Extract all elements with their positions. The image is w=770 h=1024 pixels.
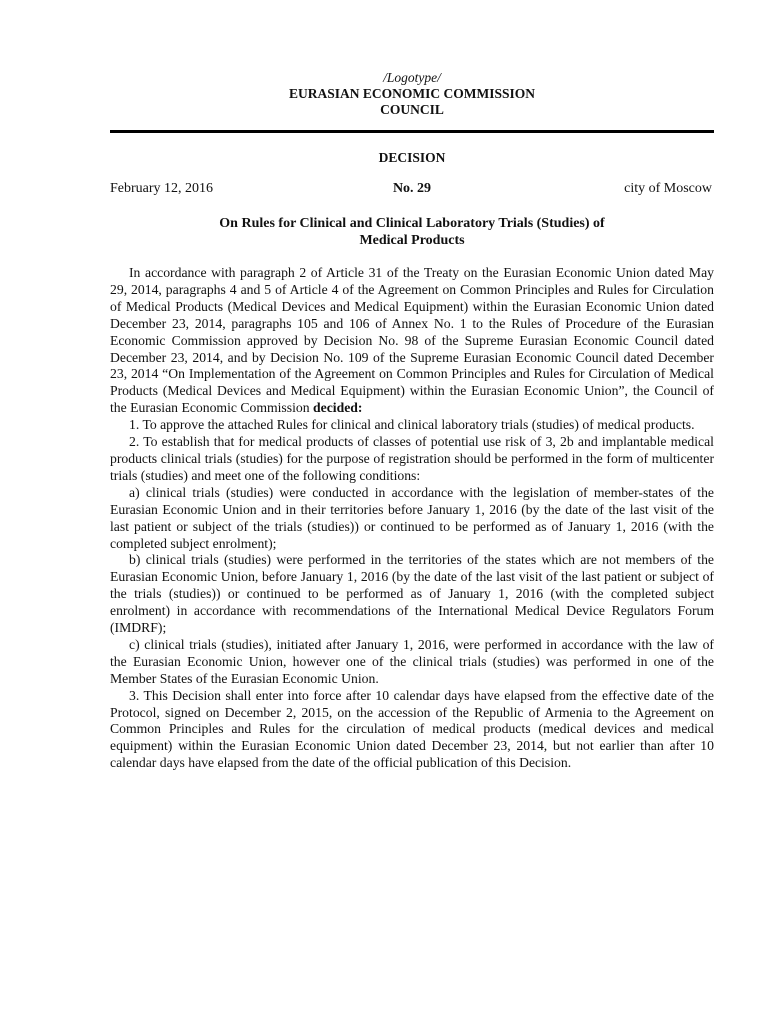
organization-body: COUNCIL <box>380 102 444 117</box>
decided-word: decided: <box>313 400 363 416</box>
item-1-paragraph: 1. To approve the attached Rules for clinical and clinical laboratory trials (studies) of medical products. <box>129 417 695 433</box>
decision-heading: DECISION <box>378 150 446 165</box>
item-2a-paragraph: a) clinical trials (studies) were conducted in accordance with the legislation of member-states of the Eurasian Economic Union and in their territories before January 1, 2016 (by the date of the last visit of the last patient or subject of the trials (studies)) or continued to be performed as of January 1, 2016 (with the completed subject enrolment); <box>110 484 714 551</box>
decision-city: city of Moscow <box>624 181 712 196</box>
decision-body <box>110 265 714 772</box>
preamble-paragraph <box>110 265 714 417</box>
item-3-paragraph: 3. This Decision shall enter into force after 10 calendar days have elapsed from the effective date of the Protocol, signed on December 2, 2015, on the accession of the Republic of Armenia to the Agreement on Common Principles and Rules for the circulation of medical products (medical devices and medical equipment) within the Eurasian Economic Union dated December 23, 2014, but not earlier than after 10 calendar days have elapsed from the date of the official publication of this Decision. <box>110 687 714 771</box>
item-2-paragraph: 2. To establish that for medical products of classes of potential use risk of 3, 2b and implantable medical products clinical trials (studies) for the purpose of registration should be performed in the form of multicenter trials (studies) and meet one of the following conditions: <box>110 434 714 483</box>
decision-title-line-1: On Rules for Clinical and Clinical Laboratory Trials (Studies) of <box>219 216 605 231</box>
logotype-placeholder: /Logotype/ <box>383 70 441 85</box>
organization-name: EURASIAN ECONOMIC COMMISSION <box>288 86 536 101</box>
item-2c-paragraph: c) clinical trials (studies), initiated after January 1, 2016, were performed in accordance with the law of the Eurasian Economic Union, however one of the clinical trials (studies) was performed in one of the Member States of the Eurasian Economic Union. <box>110 636 714 686</box>
header-divider <box>110 130 714 133</box>
decision-number: No. 29 <box>392 181 432 196</box>
decision-meta <box>110 181 714 199</box>
document-header <box>110 70 714 118</box>
decision-title-line-2: Medical Products <box>359 233 465 248</box>
preamble-text: In accordance with paragraph 2 of Article 31 of the Treaty on the Eurasian Economic Union dated May 29, 2014, paragraphs 4 and 5 of Article 4 of the Agreement on Common Principles and Rules for Circulation of Medical Products (Medical Devices and Medical Equipment) within the Eurasian Economic Union dated December 23, 2014, paragraphs 105 and 106 of Annex No. 1 to the Rules of Procedure of the Eurasian Economic Commission approved by Decision No. 98 of the Supreme Eurasian Economic Council dated December 23, 2014, and by Decision No. 109 of the Supreme Eurasian Economic Council dated December 23, 2014 “On Implementation of the Agreement on Common Principles and Rules for Circulation of Medical Products (Medical Devices and Medical Equipment) within the Eurasian Economic Union”, the Council of the Eurasian Economic Commission <box>110 265 714 416</box>
item-2b-paragraph: b) clinical trials (studies) were performed in the territories of the states which are not members of the Eurasian Economic Union, before January 1, 2016 (by the date of the last visit of the last patient or subject of the trials (studies)) or continued to be performed as of January 1, 2016 (with the completed subject enrolment) in accordance with recommendations of the International Medical Device Regulators Forum (IMDRF); <box>110 552 714 636</box>
decision-title <box>110 215 714 249</box>
decision-date: February 12, 2016 <box>110 181 214 196</box>
